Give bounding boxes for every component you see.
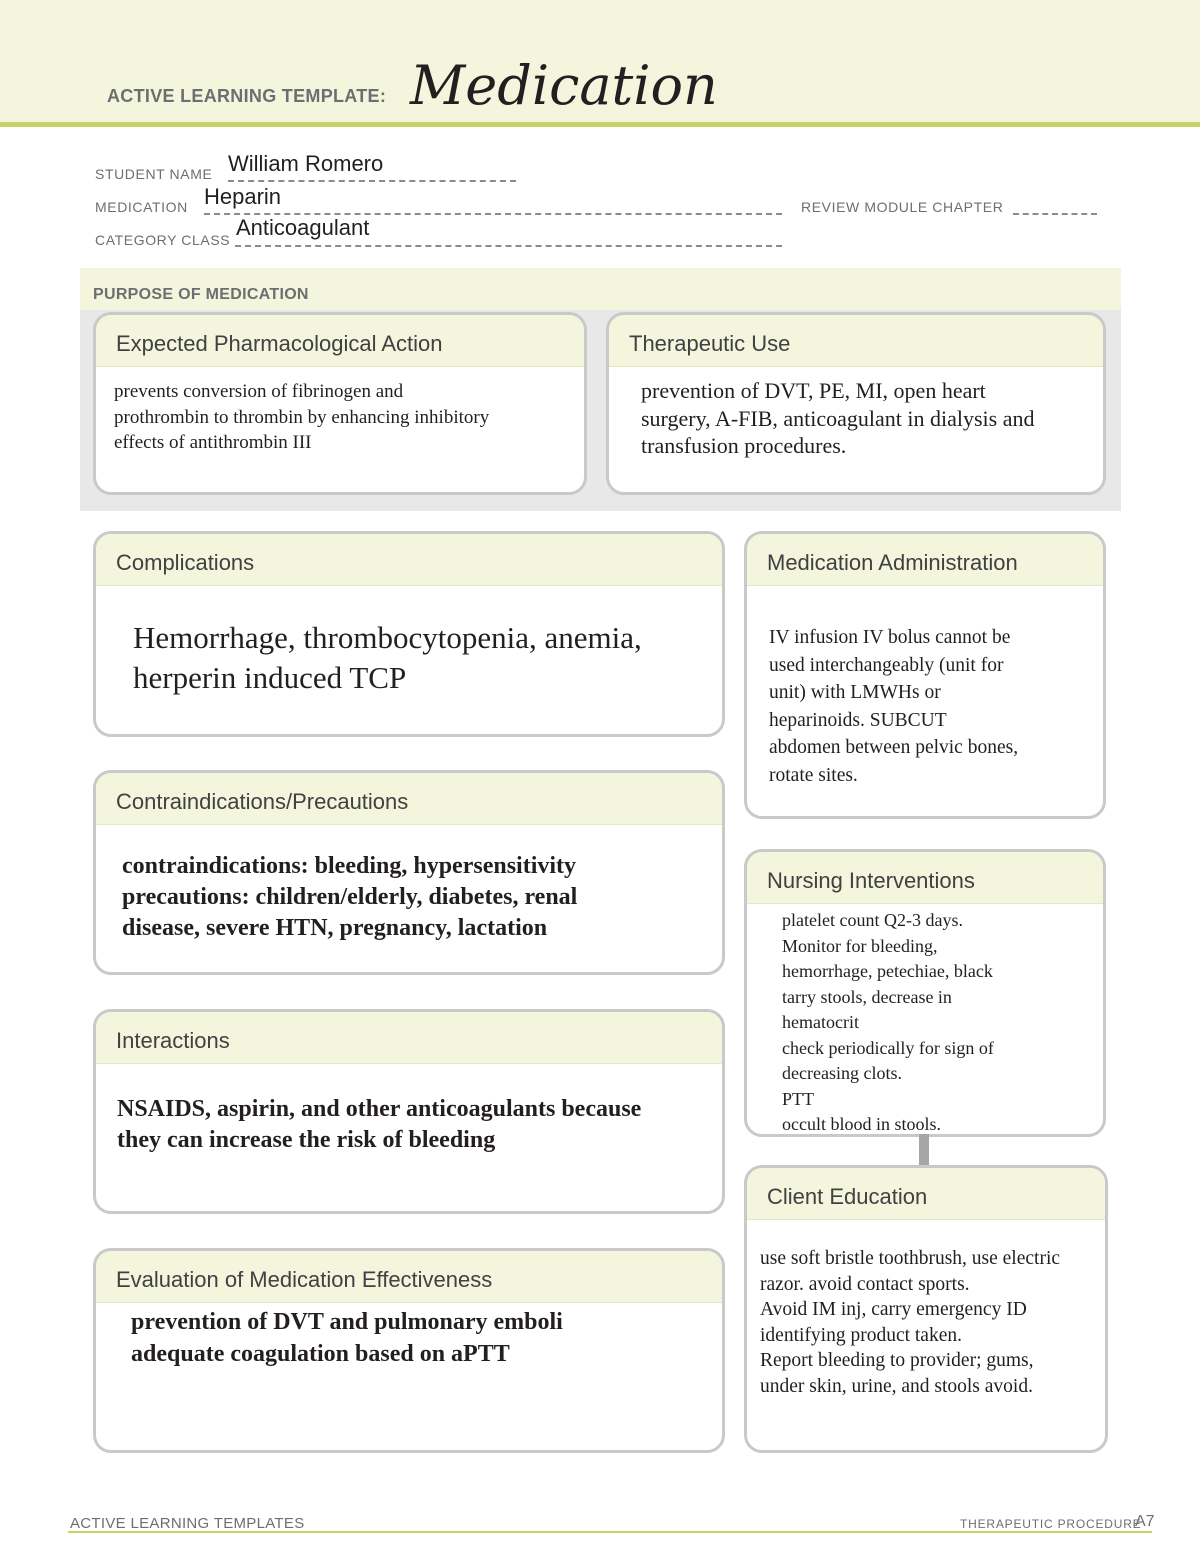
review-module-field[interactable] bbox=[1013, 213, 1097, 215]
complications-title: Complications bbox=[96, 534, 722, 586]
expected-action-text[interactable]: prevents conversion of fibrinogen and prothrombin to thrombin by enhancing inhibitory effects of antithrombin III bbox=[114, 381, 490, 453]
page-number: A7 bbox=[1135, 1513, 1155, 1530]
medication-field[interactable]: Heparin bbox=[204, 184, 282, 209]
template-label: ACTIVE LEARNING TEMPLATE: bbox=[107, 86, 387, 106]
medication-administration-text[interactable]: IV infusion IV bolus cannot be used interchangeably (unit for unit) with LMWHs or heparinoids. SUBCUT abdomen between pelvic bones, rotate sites. bbox=[769, 627, 1019, 786]
therapeutic-use-text[interactable]: prevention of DVT, PE, MI, open heart surgery, A-FIB, anticoagulant in dialysis and transfusion procedures. bbox=[641, 378, 1035, 458]
interactions-title: Interactions bbox=[96, 1012, 722, 1064]
expected-action-title: Expected Pharmacological Action bbox=[96, 315, 584, 367]
evaluation-title: Evaluation of Medication Effectiveness bbox=[96, 1251, 722, 1303]
complications-box bbox=[93, 531, 725, 737]
student-name-line bbox=[228, 180, 516, 182]
client-education-text[interactable]: use soft bristle toothbrush, use electric razor. avoid contact sports. Avoid IM inj, carry emergency ID identifying product taken. Report bleeding to provider; gums, under skin, urine, and stools avoid. bbox=[760, 1248, 1061, 1397]
evaluation-text[interactable]: prevention of DVT and pulmonary emboli adequate coagulation based on aPTT bbox=[131, 1309, 563, 1367]
nursing-interventions-box bbox=[744, 849, 1106, 1137]
contraindications-text[interactable]: contraindications: bleeding, hypersensitivity precautions: children/elderly, diabetes, renal disease, severe HTN, pregnancy, lactation bbox=[122, 853, 578, 941]
connector-bar bbox=[919, 1134, 929, 1168]
category-class-field[interactable]: Anticoagulant bbox=[236, 215, 370, 240]
category-class-line bbox=[235, 245, 782, 247]
student-name-field[interactable]: William Romero bbox=[228, 151, 384, 176]
complications-text[interactable]: Hemorrhage, thrombocytopenia, anemia, herperin induced TCP bbox=[133, 620, 642, 695]
review-module-label: REVIEW MODULE CHAPTER bbox=[801, 199, 1004, 215]
purpose-label: PURPOSE OF MEDICATION bbox=[93, 286, 309, 303]
student-name-label: STUDENT NAME bbox=[95, 166, 213, 182]
nursing-interventions-title: Nursing Interventions bbox=[747, 852, 1103, 904]
therapeutic-use-title: Therapeutic Use bbox=[609, 315, 1103, 367]
header-rule bbox=[0, 122, 1200, 127]
contraindications-title: Contraindications/Precautions bbox=[96, 773, 722, 825]
interactions-text[interactable]: NSAIDS, aspirin, and other anticoagulants because they can increase the risk of bleeding bbox=[117, 1096, 642, 1153]
medication-administration-title: Medication Administration bbox=[747, 534, 1103, 586]
client-education-title: Client Education bbox=[747, 1168, 1105, 1220]
footer-right-label: THERAPEUTIC PROCEDURE bbox=[960, 1517, 1142, 1531]
page-title: Medication bbox=[410, 54, 718, 117]
expected-action-box bbox=[93, 312, 587, 495]
client-education-box bbox=[744, 1165, 1108, 1453]
contraindications-box bbox=[93, 770, 725, 975]
nursing-interventions-text[interactable]: platelet count Q2-3 days. Monitor for bleeding, hemorrhage, petechiae, black tarry stools, decrease in hematocrit check periodically for sign of decreasing clots. PTT occult blood in stools. bbox=[782, 910, 994, 1134]
medication-administration-box bbox=[744, 531, 1106, 819]
evaluation-box bbox=[93, 1248, 725, 1453]
therapeutic-use-box bbox=[606, 312, 1106, 495]
category-class-label: CATEGORY CLASS bbox=[95, 232, 231, 248]
interactions-box bbox=[93, 1009, 725, 1214]
footer-left-label: ACTIVE LEARNING TEMPLATES bbox=[70, 1515, 305, 1532]
medication-label: MEDICATION bbox=[95, 199, 188, 215]
